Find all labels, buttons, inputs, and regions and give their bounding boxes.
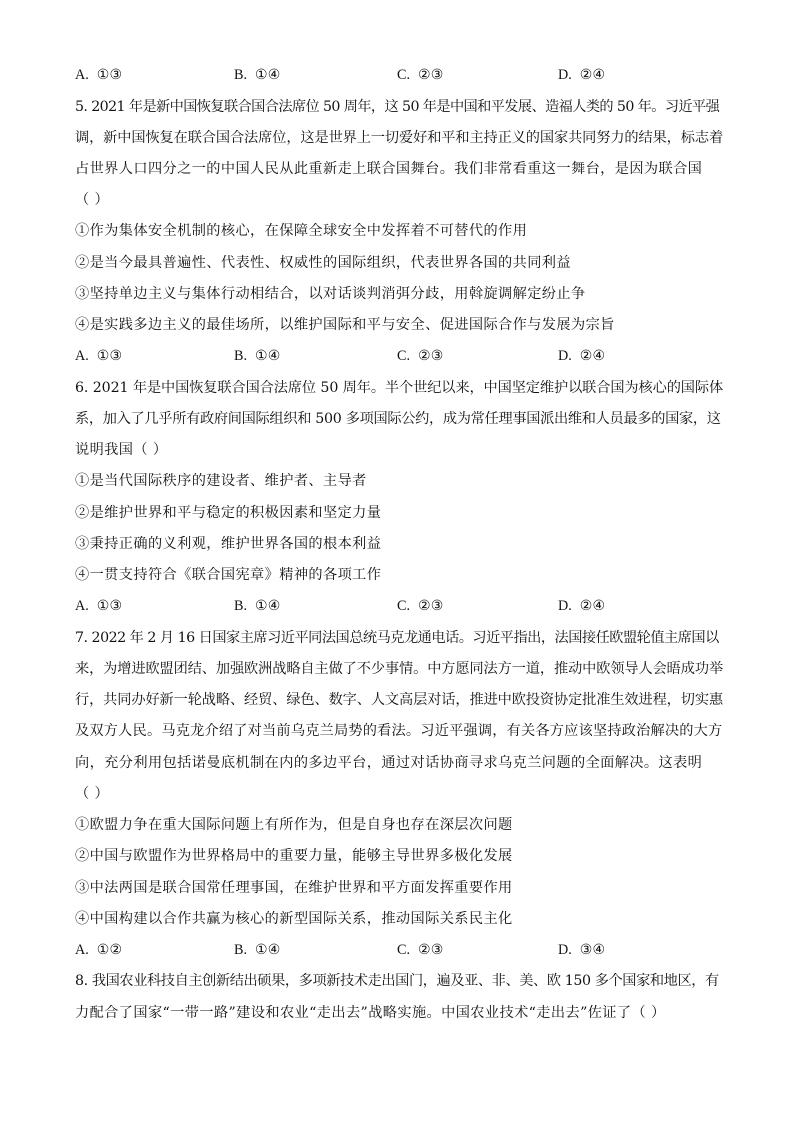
q5-option-b[interactable]: B. ①④ [234, 348, 281, 364]
q5-answer-blank: （ ） [75, 192, 110, 208]
q5-stem-line: 占世界人口四分之一的中国人民从此重新走上联合国舞台。我们非常看重这一舞台，是因为联合国 [75, 161, 703, 177]
q5-statement-2: ②是当今最具普遍性、代表性、权威性的国际组织，代表世界各国的共同利益 [75, 255, 571, 271]
q5-option-c[interactable]: C. ②③ [397, 348, 444, 364]
q7-stem-line: 及双方人民。马克龙介绍了对当前乌克兰局势的看法。习近平强调，有关各方应该坚持政治解决的大方 [75, 723, 723, 739]
q6-statement-1: ①是当代国际秩序的建设者、维护者、主导者 [75, 473, 367, 489]
q6-option-d[interactable]: D. ②④ [558, 598, 606, 614]
q8-stem-line: 力配合了国家“一带一路”建设和农业“走出去”战略实施。中国农业技术“走出去”佐证了（ ） [75, 1005, 666, 1021]
q8-stem-line: 8. 我国农业科技自主创新结出硕果，多项新技术走出国门，遍及亚、非、美、欧 150 多个国家和地区，有 [75, 973, 719, 989]
q7-option-d[interactable]: D. ③④ [558, 942, 606, 958]
q6-stem-line: 6. 2021 年是中国恢复联合国合法席位 50 周年。半个世纪以来，中国坚定维护以联合国为核心的国际体 [75, 380, 724, 396]
q7-stem-line: 来，为增进欧盟团结、加强欧洲战略自主做了不少事情。中方愿同法方一道，推动中欧领导人会晤成功举 [75, 661, 724, 677]
q6-statement-2: ②是维护世界和平与稳定的积极因素和坚定力量 [75, 505, 382, 521]
q6-option-c[interactable]: C. ②③ [397, 598, 444, 614]
q6-stem-line: 说明我国（ ） [75, 442, 168, 458]
q6-option-a[interactable]: A. ①③ [75, 598, 123, 614]
q4-option-b[interactable]: B. ①④ [234, 67, 281, 83]
q5-statement-3: ③坚持单边主义与集体行动相结合，以对话谈判消弭分歧，用斡旋调解定纷止争 [75, 286, 586, 302]
q7-statement-4: ④中国构建以合作共赢为核心的新型国际关系，推动国际关系民主化 [75, 911, 513, 927]
q7-statement-1: ①欧盟力争在重大国际问题上有所作为，但是自身也存在深层次问题 [75, 817, 513, 833]
q7-statement-3: ③中法两国是联合国常任理事国，在维护世界和平方面发挥重要作用 [75, 880, 513, 896]
q4-option-d[interactable]: D. ②④ [558, 67, 606, 83]
q7-statement-2: ②中国与欧盟作为世界格局中的重要力量，能够主导世界多极化发展 [75, 848, 513, 864]
q4-option-a[interactable]: A. ①③ [75, 67, 123, 83]
q7-answer-blank: （ ） [75, 786, 110, 802]
q5-statement-4: ④是实践多边主义的最佳场所，以维护国际和平与安全、促进国际合作与发展为宗旨 [75, 317, 615, 333]
q5-stem-line: 5. 2021 年是新中国恢复联合国合法席位 50 周年，这 50 年是中国和平发展、造福人类的 50 年。习近平强 [75, 99, 720, 115]
q6-statement-3: ③秉持正确的义利观，维护世界各国的根本利益 [75, 536, 382, 552]
q6-option-b[interactable]: B. ①④ [234, 598, 281, 614]
q7-stem-line: 7. 2022 年 2 月 16 日国家主席习近平同法国总统马克龙通电话。习近平指出，法国接任欧盟轮值主席国以 [75, 630, 719, 646]
q7-option-c[interactable]: C. ②③ [397, 942, 444, 958]
q5-statement-1: ①作为集体安全机制的核心，在保障全球安全中发挥着不可替代的作用 [75, 223, 528, 239]
q7-stem-line: 行，共同办好新一轮战略、经贸、绿色、数字、人文高层对话，推进中欧投资协定批准生效进程，切实惠 [75, 692, 724, 708]
q5-option-a[interactable]: A. ①③ [75, 348, 123, 364]
q6-stem-line: 系，加入了几乎所有政府间国际组织和 500 多项国际公约，成为常任理事国派出维和人员最多的国家，这 [75, 411, 721, 427]
q6-statement-4: ④一贯支持符合《联合国宪章》精神的各项工作 [75, 567, 382, 583]
q7-option-b[interactable]: B. ①④ [234, 942, 281, 958]
q7-stem-line: 向，充分利用包括诺曼底机制在内的多边平台，通过对话协商寻求乌克兰问题的全面解决。这表明 [75, 755, 703, 771]
q5-option-d[interactable]: D. ②④ [558, 348, 606, 364]
q4-option-c[interactable]: C. ②③ [397, 67, 444, 83]
q7-option-a[interactable]: A. ①② [75, 942, 123, 958]
q5-stem-line: 调，新中国恢复在联合国合法席位，这是世界上一切爱好和平和主持正义的国家共同努力的结果，标志着 [75, 130, 724, 146]
